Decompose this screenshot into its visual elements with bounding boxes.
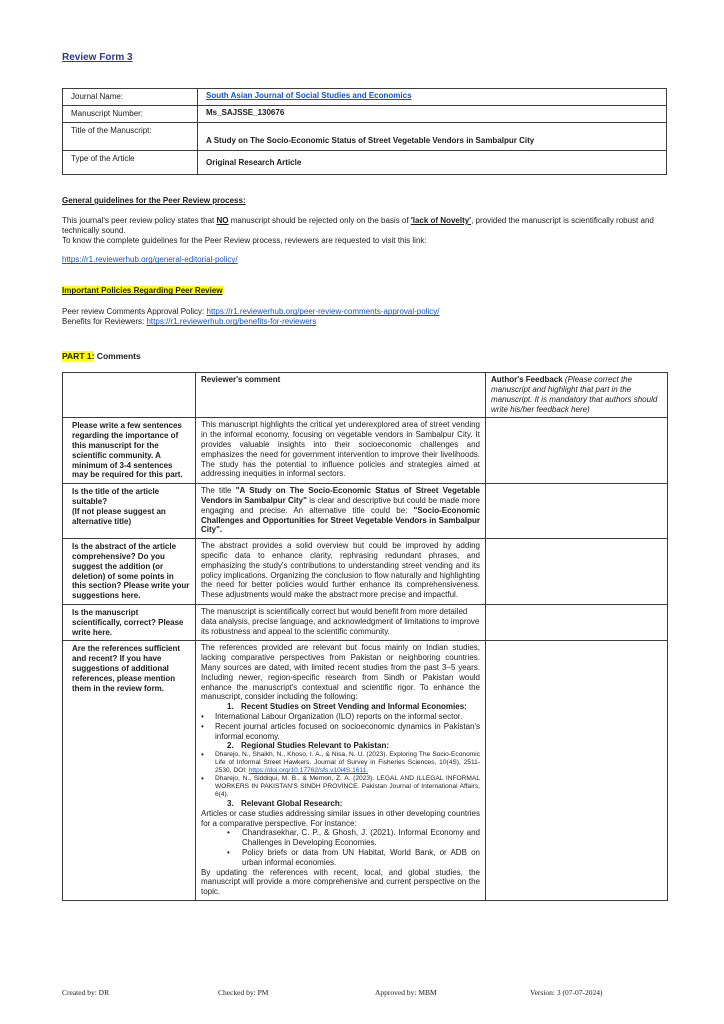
question-title-line1: Is the title of the article suitable?: [72, 487, 160, 506]
bullet-text: International Labour Organization (ILO) reports on the informal sector.: [215, 711, 463, 721]
references-intro: The references provided are relevant but focus mainly on Indian studies, lacking comparative perspectives from Pakistan or neighboring countries. Many sources are dated, with limited recent studies from the past 3–5 years. Including newer, region-specific research from Sindh or Pakistan would enhance the manuscript's contextual and scientific rigor. To enhance the manuscript, consider including the following:: [201, 643, 480, 702]
guidelines-link-intro: To know the complete guidelines for the Peer Review process, reviewers are requested to visit this link:: [62, 235, 427, 245]
footer-version: Version: 3 (07-07-2024): [530, 988, 603, 997]
question-scientific: Is the manuscript scientifically, correct? Please write here.: [63, 604, 196, 640]
policy-novelty-emphasis: 'lack of Novelty': [410, 216, 472, 225]
references-item-2: [227, 741, 480, 751]
table-row-abstract: [63, 539, 668, 605]
bullet-text: Policy briefs or data from UN Habitat, World Bank, or ADB on urban informal economies.: [242, 848, 480, 867]
policy-text: This journal's peer review policy states that: [62, 216, 217, 225]
approval-policy-line: [62, 307, 667, 317]
comment-text: The title: [201, 486, 236, 496]
list-item: [201, 712, 480, 722]
journal-name-link[interactable]: South Asian Journal of Social Studies and Economics: [206, 91, 412, 100]
manuscript-title-value: A Study on The Socio-Economic Status of Street Vegetable Vendors in Sambalpur City: [198, 123, 667, 151]
part1-tag: PART 1:: [62, 351, 95, 362]
page-title: Review Form 3: [62, 52, 133, 63]
table-row: [63, 123, 667, 151]
list-item-reference: [201, 775, 480, 799]
important-policies-heading: [62, 286, 667, 295]
references-item-2-title: Regional Studies Relevant to Pakistan:: [241, 741, 390, 751]
bullet-icon: [227, 848, 242, 868]
question-importance: Please write a few sentences regarding the importance of this manuscript for the scientific community. A minimum of 3-4 sentences may be required for this part.: [63, 418, 196, 484]
global-research-intro: Articles or case studies addressing similar issues in other developing countries for a comparative perspective. For instance:: [201, 808, 480, 828]
header-empty-cell: [63, 373, 196, 418]
manuscript-title-label: Title of the Manuscript:: [63, 123, 198, 151]
comment-abstract: The abstract provides a solid overview but could be improved by adding specific data to enhance clarity, rephrasing redundant phrases, and emphasizing the study's contributions to understanding street vending and its policy implications. Organizing the conclusion to flow naturally and highlighting the need for better policies would further enhance its comprehensiveness. These adjustments would make the abstract more precise and impactful.: [196, 539, 486, 605]
question-title-suitable: [63, 484, 196, 539]
part1-heading: [62, 351, 667, 361]
references-item-1-title: Recent Studies on Street Vending and Informal Economies:: [241, 702, 467, 712]
table-row-scientific: [63, 604, 668, 640]
references-item-3-title: Relevant Global Research:: [241, 799, 343, 809]
references-item-1: [227, 702, 480, 712]
bullet-icon: [201, 712, 215, 722]
comment-scientific: The manuscript is scientifically correct but would benefit from more detailed data analysis, precise language, and acknowledgment of limitations to improve its robustness and appeal to the scientific community.: [196, 604, 486, 640]
policy-statement: [62, 216, 667, 236]
author-feedback-header-note: (Please correct the manuscript and highlight that part in the manuscript. It is mandatory that authors should write his/her feedback here): [491, 375, 658, 415]
guidelines-heading: General guidelines for the Peer Review process:: [62, 196, 246, 205]
reviewer-comment-header-text: Reviewer's comment: [201, 375, 281, 385]
policy-text: manuscript should be rejected only on the basis of: [228, 216, 411, 225]
footer-checked-by: Checked by: PM: [218, 988, 269, 997]
approval-policy-label: Peer review Comments Approval Policy:: [62, 307, 207, 317]
table-row: [63, 151, 667, 175]
list-item: [201, 722, 480, 742]
bullet-text: Chandrasekhar, C. P., & Ghosh, J. (2021). Informal Economy and Challenges in Developing Economies.: [242, 828, 480, 848]
list-number: 3.: [227, 799, 234, 809]
question-title-line2: (If not please suggest an alternative title): [72, 506, 166, 526]
manuscript-info-table: [62, 88, 667, 175]
bullet-icon: [201, 751, 215, 775]
comments-table: [62, 372, 668, 901]
table-row-importance: [63, 418, 668, 484]
bullet-icon: [227, 828, 242, 848]
table-row-title: [63, 484, 668, 539]
list-item-reference: [201, 751, 480, 775]
list-item: [227, 848, 480, 868]
footer-created-by: Created by: DR: [62, 988, 110, 997]
editorial-policy-link[interactable]: https://r1.reviewerhub.org/general-editorial-policy/: [62, 255, 238, 265]
references-item-3: [227, 799, 480, 809]
table-row: [63, 89, 667, 106]
table-row-references: [63, 641, 668, 901]
comment-references: [196, 641, 486, 901]
list-number: 1.: [227, 702, 234, 712]
list-item: [227, 828, 480, 848]
author-feedback-cell: [486, 604, 668, 640]
policy-links-block: [62, 307, 667, 327]
approval-policy-link[interactable]: https://r1.reviewerhub.org/peer-review-comments-approval-policy/: [206, 307, 440, 317]
benefits-link[interactable]: https://r1.reviewerhub.org/benefits-for-reviewers: [146, 317, 317, 327]
citation-text: Dharejo, N., Siddiqui, M. B., & Memon, Z. A. (2023). LEGAL AND ILLEGAL INFORMAL WORKERS IN PAKISTAN'S SINDH PROVINCE. Pakistan Journal of International Affairs, 6(4).: [215, 775, 480, 799]
journal-name-label: Journal Name:: [63, 89, 198, 106]
bullet-icon: [201, 775, 215, 799]
page-footer: [0, 988, 724, 1000]
benefits-line: [62, 317, 667, 327]
manuscript-number-value: Ms_SAJSSE_130676: [198, 106, 667, 123]
part1-heading-text: Comments: [94, 351, 141, 362]
important-policies-heading-text: Important Policies Regarding Peer Review: [62, 286, 223, 296]
author-feedback-cell: [486, 418, 668, 484]
table-row: [63, 106, 667, 123]
manuscript-number-label: Manuscript Number:: [63, 106, 198, 123]
author-feedback-cell: [486, 484, 668, 539]
table-header-row: [63, 373, 668, 418]
header-reviewer-comment: [196, 373, 486, 418]
citation-text: Dharejo, N., Shaikh, N., Khoso, I. A., & Nisa, N. U. (2023). Exploring The Socio-Economic Life of Informal Street Hawkers. Journal of Survey in Fisheries Sciences, 10(4S), 2511-2530, DOI:: [215, 751, 480, 775]
author-feedback-cell: [486, 539, 668, 605]
comment-alt-title-quote: "Socio-Economic Challenges and Opportunities for Street Vegetable Vendors in Sambalpur City".: [201, 505, 480, 535]
author-feedback-cell: [486, 641, 668, 901]
bullet-text: Recent journal articles focused on socioeconomic dynamics in Pakistan's informal economy.: [215, 721, 480, 741]
comment-text: is clear and descriptive but could be made more engaging and precise. An alternative title could be:: [201, 495, 480, 515]
policy-no-emphasis: NO: [216, 216, 229, 225]
article-type-value: Original Research Article: [198, 151, 667, 175]
question-abstract: Is the abstract of the article comprehensive? Do you suggest the addition (or deletion) of some points in this section? Please write your suggestions here.: [63, 539, 196, 605]
footer-approved-by: Approved by: MBM: [375, 988, 437, 997]
comment-title-suitable: [196, 484, 486, 539]
reference-citation: [215, 751, 480, 775]
header-author-feedback: [486, 373, 668, 418]
policy-text: , provided the manuscript is scientifically robust and technically sound.: [62, 216, 654, 235]
comment-title-quote: "A Study on The Socio-Economic Status of Street Vegetable Vendors in Sambalpur City": [201, 486, 480, 505]
doi-link[interactable]: https://doi.org/10.17762/sfs.v10i4S.1611.: [248, 767, 369, 775]
references-closing: By updating the references with recent, local, and global studies, the manuscript will provide a more comprehensive and current perspective on the topic.: [201, 867, 480, 897]
question-references: Are the references sufficient and recent? If you have suggestions of additional references, please mention them in the review form.: [63, 641, 196, 901]
list-number: 2.: [227, 741, 234, 751]
article-type-label: Type of the Article: [63, 151, 198, 175]
page-content: [62, 52, 667, 901]
comment-importance: This manuscript highlights the critical yet underexplored area of street vending in the informal economy, focusing on vegetable vendors in Sambalpur City. It provides valuable insights into their socioeconomic challenges and emphasizes the need for government intervention to improve their livelihoods. The study has the potential to influence policies and strategies aimed at addressing inequities in informal sectors.: [196, 418, 486, 484]
author-feedback-header-text: Author's Feedback: [491, 375, 565, 385]
benefits-label: Benefits for Reviewers:: [62, 317, 147, 327]
bullet-icon: [201, 722, 215, 742]
